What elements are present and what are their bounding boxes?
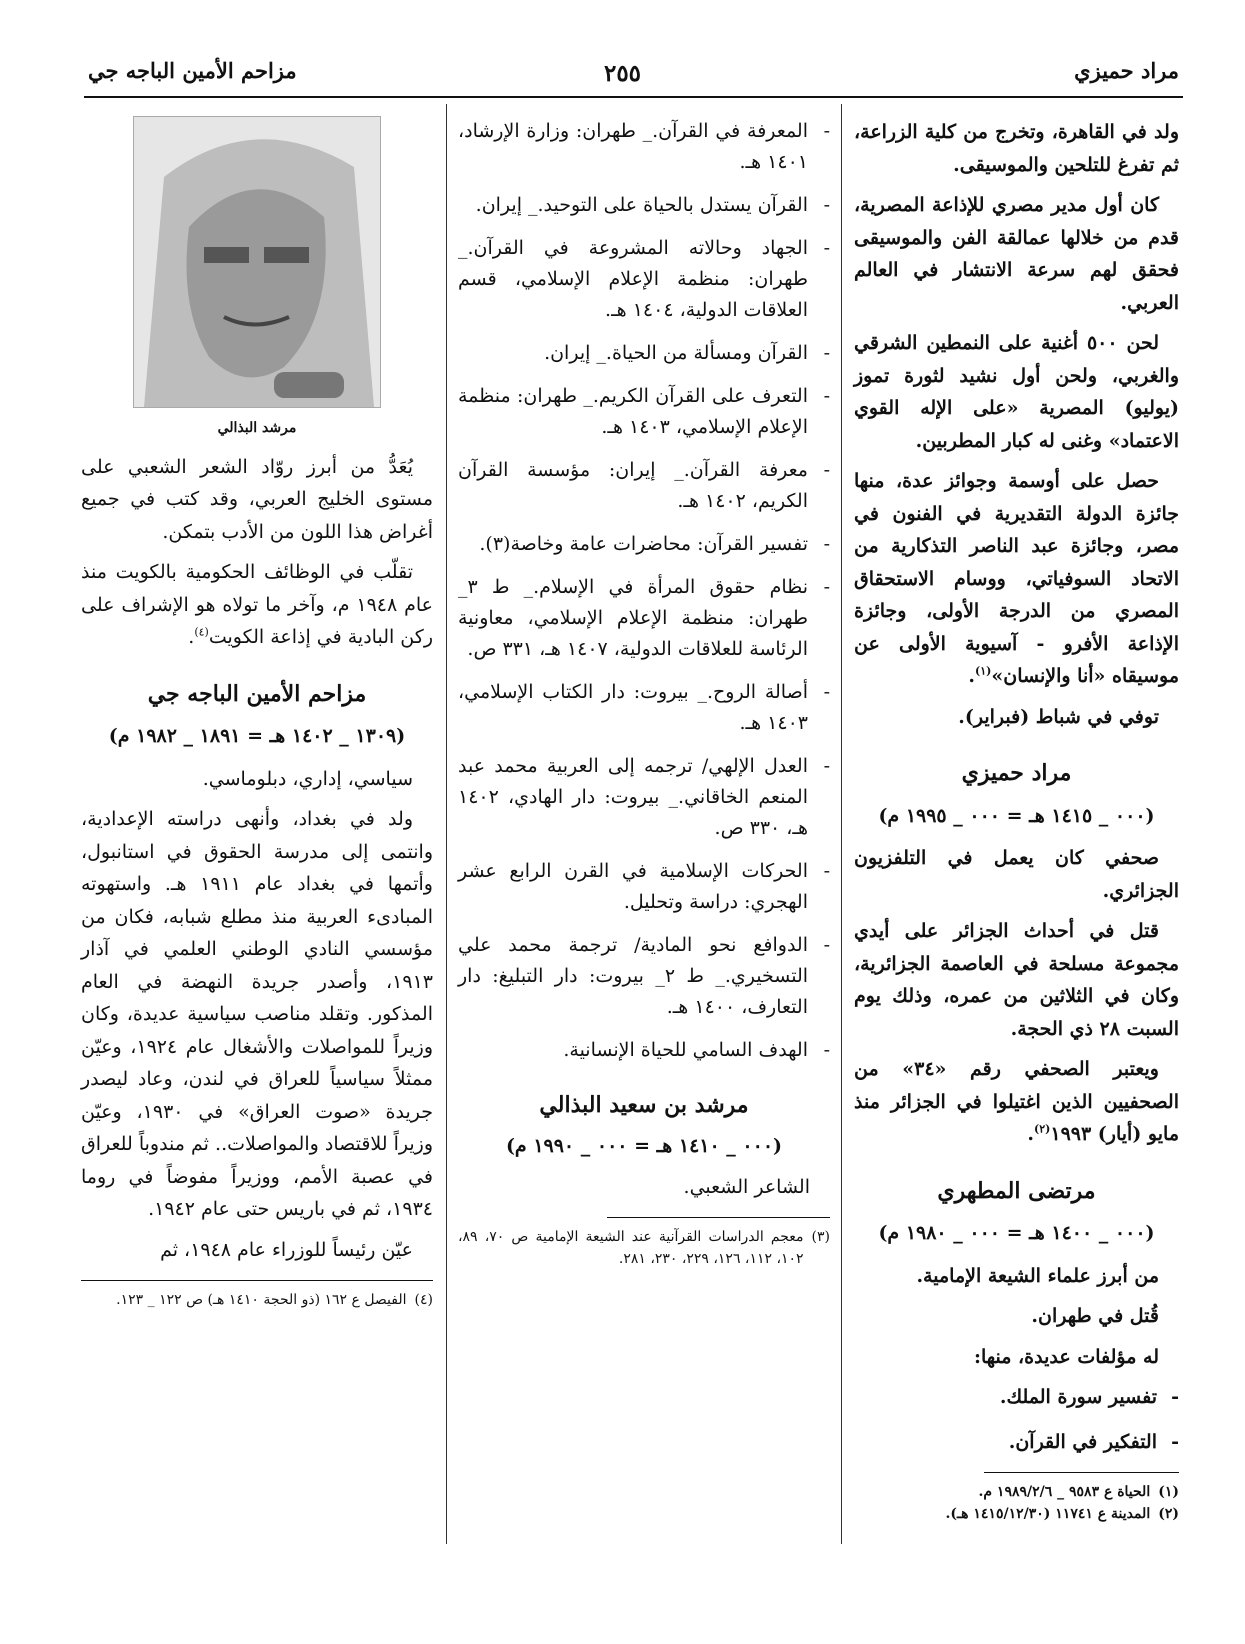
page-number: ٢٥٥ — [603, 60, 642, 87]
header-rule — [84, 96, 1183, 98]
list-item: - التفكير في القرآن. — [854, 1426, 1179, 1459]
entry-title: مرشد بن سعيد البذالي — [539, 1092, 749, 1118]
paragraph: تقلّب في الوظائف الحكومية بالكويت منذ عام ١٩٤٨ م، وآخر ما تولاه هو الإشراف على ركن البادية في إذاعة الكويت$^{(٤)}$. — [81, 561, 433, 648]
entry-dates: (١٣٠٩ _ ١٤٠٢ هـ = ١٨٩١ _ ١٩٨٢ م) — [108, 725, 406, 747]
footnotes — [81, 1289, 433, 1311]
footnote-text: معجم الدراسات القرآنية عند الشيعة الإمامية ص ٧٠، ٨٩، ١٠٢، ١١٢، ١٢٦، ٢٢٩، ٢٣٠، ٢٨١. — [458, 1229, 804, 1267]
portrait-photo — [133, 116, 381, 408]
list-item: - العدل الإلهي/ ترجمه إلى العربية محمد عبد المنعم الخاقاني._ بيروت: دار الهادي، ١٤٠٢ هـ، ٣٣٠ ص. — [458, 751, 830, 844]
paragraph: الشاعر الشعبي. — [683, 1176, 810, 1198]
paragraph: سياسي، إداري، دبلوماسي. — [202, 767, 413, 790]
paragraph: قتل في أحداث الجزائر على أيدي مجموعة مسلحة في العاصمة الجزائرية، وكان في الثلاثين من عمره، وذلك يوم السبت ٢٨ ذي الحجة. — [854, 920, 1179, 1040]
column-rule-right — [841, 104, 842, 1544]
footnote-ref: (١) — [975, 664, 992, 678]
entry-title: مزاحم الأمين الباجه جي — [147, 680, 367, 707]
column-right — [854, 116, 1179, 1525]
footnote-rule — [81, 1280, 433, 1281]
paragraph: يُعَدُّ من أبرز روّاد الشعر الشعبي على مستوى الخليج العربي، وقد كتب في جميع أغراض هذا اللون من الأدب بتمكن. — [81, 455, 433, 543]
list-item: - القرآن ومسألة من الحياة._ إيران. — [458, 338, 830, 369]
paragraph: حصل على أوسمة وجوائز عدة، منها جائزة الدولة التقديرية في الفنون في مصر، وجائزة عبد الناصر التذكارية من الاتحاد السوفياتي، ووسام الاستحقاق المصري من الدرجة الأولى، وجائزة الإذاعة الأفرو - آسيوية الأولى عن موسيقاه «أنا والإنسان»$^{(١)}$. — [854, 470, 1179, 687]
footnote — [854, 1481, 1179, 1503]
list-item: - القرآن يستدل بالحياة على التوحيد._ إيران. — [458, 190, 830, 221]
paragraph-text: ويعتبر الصحفي رقم «٣٤» من الصحفيين الذين اغتيلوا في الجزائر منذ مايو (أيار) ١٩٩٣ — [854, 1058, 1179, 1145]
list-item: - أصالة الروح._ بيروت: دار الكتاب الإسلامي، ١٤٠٣ هـ. — [458, 677, 830, 739]
works-list — [854, 1381, 1179, 1458]
footnote-number: (٢) — [1158, 1506, 1179, 1522]
footnote-rule — [984, 1472, 1179, 1473]
list-item: - الهدف السامي للحياة الإنسانية. — [458, 1035, 830, 1066]
column-rule-left — [446, 104, 447, 1544]
paragraph-text: حصل على أوسمة وجوائز عدة، منها جائزة الدولة التقديرية في الفنون في مصر، وجائزة عبد الناصر التذكارية من الاتحاد السوفياتي، ووسام الاستحقاق المصري من الدرجة الأولى، وجائزة الإذاعة الأفرو - آسيوية الأولى عن موسيقاه «أنا والإنسان» — [854, 470, 1179, 687]
footnote-rule — [607, 1217, 830, 1218]
entry-dates: (٠٠٠ _ ١٤١٥ هـ = ٠٠٠ _ ١٩٩٥ م) — [878, 804, 1155, 827]
entry-dates: (٠٠٠ _ ١٤٠٠ هـ = ٠٠٠ _ ١٩٨٠ م) — [878, 1222, 1155, 1244]
entry-dates: (٠٠٠ _ ١٤١٠ هـ = ٠٠٠ _ ١٩٩٠ م) — [505, 1135, 783, 1157]
column-middle — [458, 116, 830, 1270]
paragraph-text: تقلّب في الوظائف الحكومية بالكويت منذ عام ١٩٤٨ م، وآخر ما تولاه هو الإشراف على ركن البادية في إذاعة الكويت — [81, 561, 433, 648]
photo-caption: مرشد البذالي — [217, 420, 297, 436]
footnote — [854, 1503, 1179, 1525]
paragraph: ولد في القاهرة، وتخرج من كلية الزراعة، ثم تفرغ للتلحين والموسيقى. — [854, 121, 1179, 176]
paragraph: لحن ٥٠٠ أغنية على النمطين الشرقي والغربي، ولحن أول نشيد لثورة تموز (يوليو) المصرية «على الإله القوي الاعتماد» وغنى له كبار المطربين. — [854, 332, 1179, 452]
paragraph: من أبرز علماء الشيعة الإمامية. — [916, 1264, 1159, 1287]
works-list — [458, 116, 830, 1066]
list-item: - تفسير القرآن: محاضرات عامة وخاصة(٣). — [458, 529, 830, 560]
list-item: - نظام حقوق المرأة في الإسلام._ ط ٣_ طهران: منظمة الإعلام الإسلامي، معاونية الرئاسة للعلاقات الدولية، ١٤٠٧ هـ، ٣٣١ ص. — [458, 572, 830, 665]
footnote-ref: (٢) — [1034, 1122, 1051, 1136]
paragraph: ولد في بغداد، وأنهى دراسته الإعدادية، وانتمى إلى مدرسة الحقوق في استانبول، وأتمها في بغداد عام ١٩١١ هـ. واستهوته المبادىء العربية منذ مطلع شبابه، فكان من مؤسسي النادي الوطني العلمي في آذار ١٩١٣، وأصدر جريدة النهضة في العام المذكور. وتقلد مناصب سياسية عديدة، وكان وزيراً للمواصلات والأشغال عام ١٩٢٤، وعيّن ممثلاً سياسياً للعراق في لندن، وعاد ليصدر جريدة «صوت العراق» في ١٩٣٠، وعيّن وزيراً للاقتصاد والمواصلات.. ثم مندوباً للعراق في عصبة الأمم، ووزيراً مفوضاً في روما ١٩٣٤، ثم في باريس حتى عام ١٩٤٢. — [81, 808, 433, 1220]
paragraph: له مؤلفات عديدة، منها: — [973, 1345, 1159, 1368]
portrait-image — [134, 117, 380, 407]
footnote-number: (١) — [1158, 1484, 1179, 1500]
list-item: - الجهاد وحالاته المشروعة في القرآن._ طهران: منظمة الإعلام الإسلامي، قسم العلاقات الدولية، ١٤٠٤ هـ. — [458, 233, 830, 326]
paragraph: توفي في شباط (فبراير). — [958, 705, 1159, 728]
list-item: - التعرف على القرآن الكريم._ طهران: منظمة الإعلام الإسلامي، ١٤٠٣ هـ. — [458, 381, 830, 443]
footnote-text: الحياة ع ٩٥٨٣ _ ١٩٨٩/٢/٦ م. — [978, 1484, 1151, 1500]
paragraph: كان أول مدير مصري للإذاعة المصرية، قدم من خلالها عمالقة الفن والموسيقى فحقق لهم سرعة الانتشار في العالم العربي. — [854, 194, 1179, 314]
footnotes — [854, 1481, 1179, 1525]
footnote-number: (٣) — [811, 1229, 830, 1245]
paragraph: ويعتبر الصحفي رقم «٣٤» من الصحفيين الذين اغتيلوا في الجزائر منذ مايو (أيار) ١٩٩٣$^{(٢)}$. — [854, 1058, 1179, 1145]
footnote-text: الفيصل ع ١٦٢ (ذو الحجة ١٤١٠ هـ) ص ١٢٢ _ ١٢٣. — [116, 1292, 407, 1308]
footnote — [81, 1289, 433, 1311]
list-item: - المعرفة في القرآن._ طهران: وزارة الإرشاد، ١٤٠١ هـ. — [458, 116, 830, 178]
list-item: - تفسير سورة الملك. — [854, 1381, 1179, 1414]
entry-title: مرتضى المطهري — [937, 1177, 1096, 1204]
paragraph: صحفي كان يعمل في التلفزيون الجزائري. — [854, 847, 1179, 902]
paragraph: قُتل في طهران. — [1031, 1305, 1159, 1327]
running-head-left: مزاحم الأمين الباجه جي — [88, 58, 297, 83]
running-head-right: مراد حميزي — [1074, 58, 1179, 83]
list-item: - الحركات الإسلامية في القرن الرابع عشر الهجري: دراسة وتحليل. — [458, 856, 830, 918]
footnote-ref: (٤) — [194, 625, 209, 639]
footnotes — [458, 1226, 830, 1270]
list-item: - الدوافع نحو المادية/ ترجمة محمد علي التسخيري._ ط ٢_ بيروت: دار التبليغ: دار التعارف، ١٤٠٠ هـ. — [458, 930, 830, 1023]
footnote — [458, 1226, 830, 1270]
footnote-text: المدينة ع ١١٧٤١ (١٤١٥/١٢/٣٠ هـ). — [945, 1506, 1151, 1522]
list-item: - معرفة القرآن._ إيران: مؤسسة القرآن الكريم، ١٤٠٢ هـ. — [458, 455, 830, 517]
paragraph: عيّن رئيساً للوزراء عام ١٩٤٨، ثم — [160, 1238, 413, 1261]
footnote-number: (٤) — [414, 1292, 433, 1308]
entry-title: مراد حميزي — [961, 760, 1072, 786]
column-left — [81, 116, 433, 1311]
